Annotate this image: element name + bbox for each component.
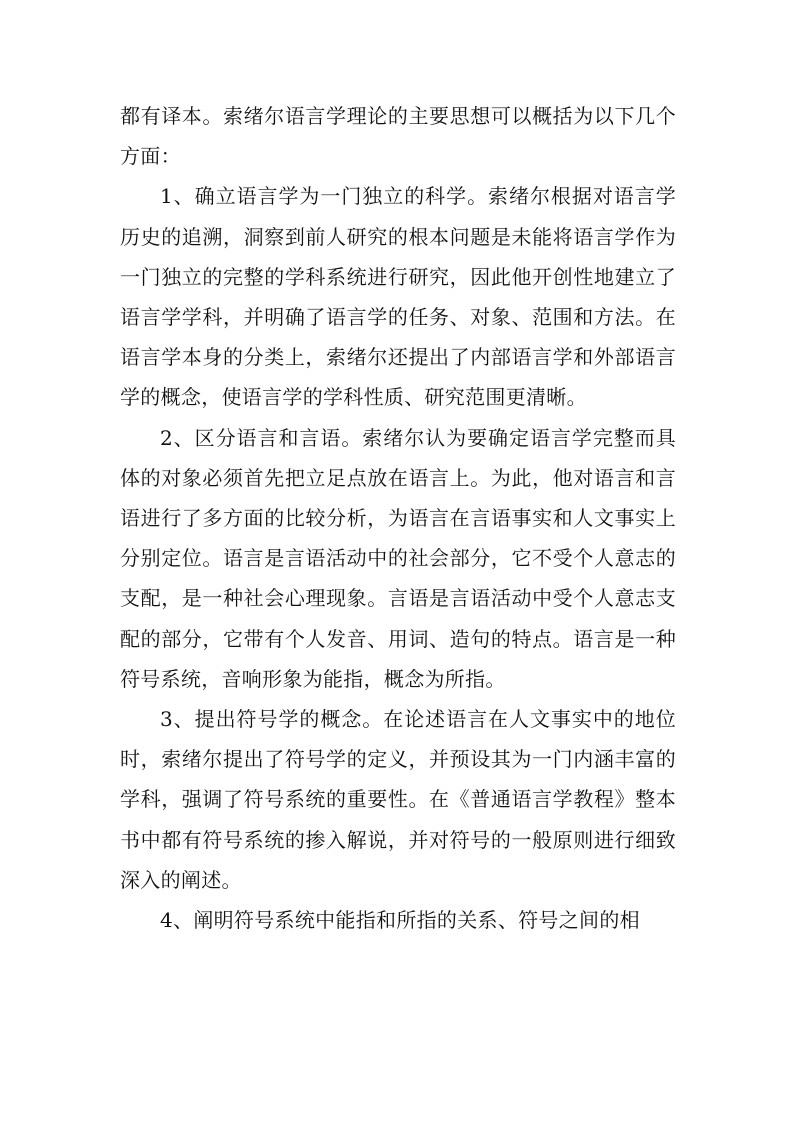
body-text (120, 96, 676, 940)
paragraph-point-2: 2、区分语言和言语。索绪尔认为要确定语言学完整而具体的对象必须首先把立足点放在语言上。为此，他对语言和言语进行了多方面的比较分析，为语言在言语事实和人文事实上分别定位。语言是言语活动中的社会部分，它不受个人意志的支配，是一种社会心理现象。言语是言语活动中受个人意志支配的部分，它带有个人发音、用词、造句的特点。语言是一种符号系统，音响形象为能指，概念为所指。 (120, 425, 676, 691)
paragraph-continuation: 都有译本。索绪尔语言学理论的主要思想可以概括为以下几个方面： (120, 104, 676, 169)
paragraph-point-3: 3、提出符号学的概念。在论述语言在人文事实中的地位时，索绪尔提出了符号学的定义，并预设其为一门内涵丰富的学科，强调了符号系统的重要性。在《普通语言学教程》整本书中都有符号系统的掺入解说，并对符号的一般原则进行细致深入的阐述。 (120, 707, 676, 892)
paragraph-point-4: 4、阐明符号系统中能指和所指的关系、符号之间的相 (160, 908, 640, 933)
paragraph-point-1: 1、确立语言学为一门独立的科学。索绪尔根据对语言学历史的追溯，洞察到前人研究的根本问题是未能将语言学作为一门独立的完整的学科系统进行研究，因此他开创性地建立了语言学学科，并明确了语言学的任务、对象、范围和方法。在语言学本身的分类上，索绪尔还提出了内部语言学和外部语言学的概念，使语言学的学科性质、研究范围更清晰。 (120, 184, 676, 410)
